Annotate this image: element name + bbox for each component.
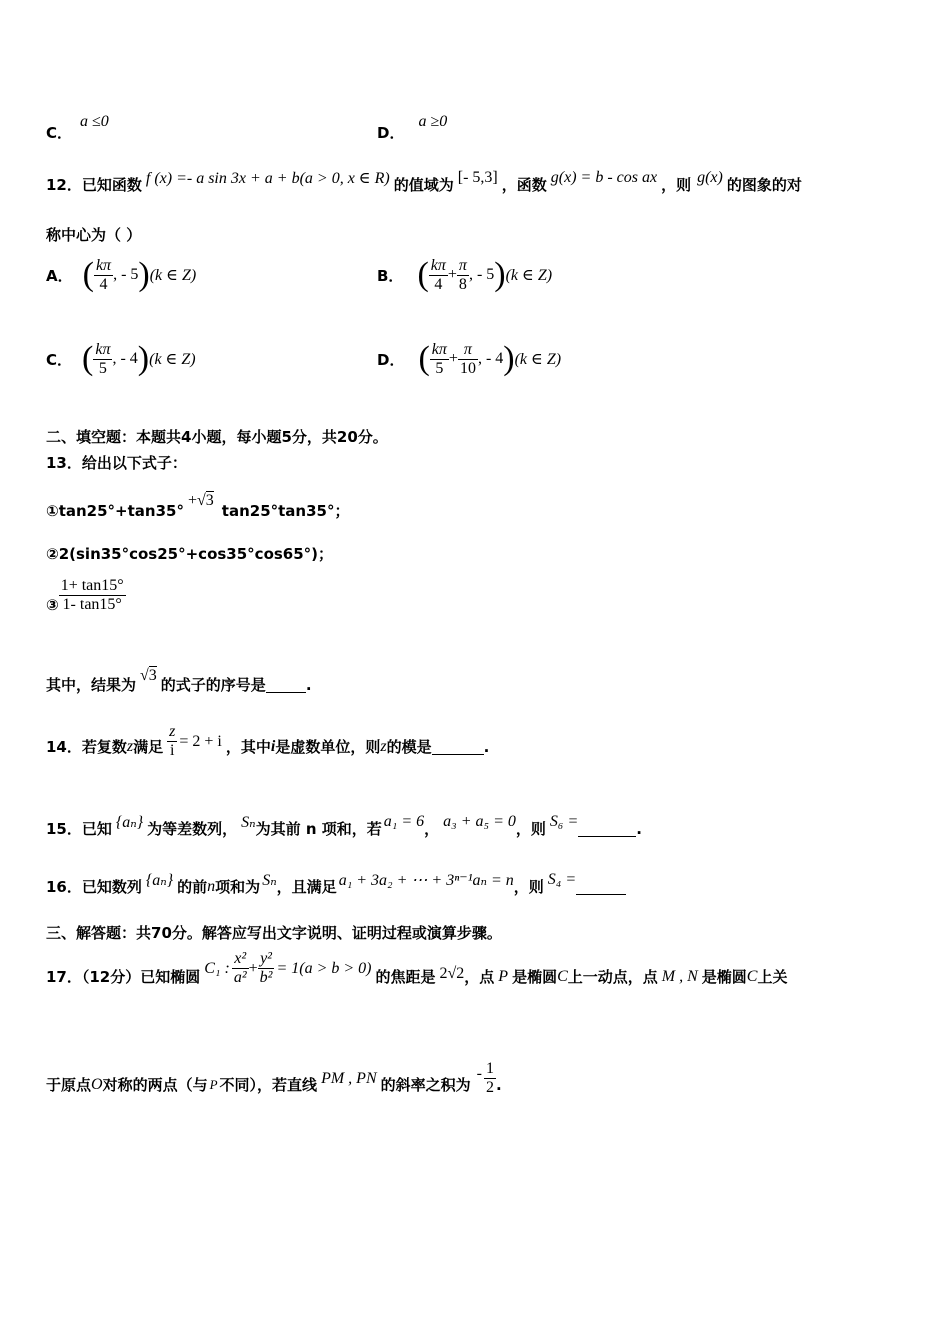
equation: = 2 + i xyxy=(179,732,222,750)
fraction: $\frac{1}{2}$ xyxy=(485,1060,494,1096)
equation: = 1(a > b > 0) xyxy=(276,959,372,977)
text: 的模是 xyxy=(386,738,432,756)
text: 满足 xyxy=(133,738,164,756)
fraction: $\frac{k\pi}{4}$ xyxy=(430,256,446,293)
answer-blank[interactable] xyxy=(576,878,626,895)
sum-s4: S₄ = xyxy=(547,870,577,888)
q13-stem: 13．给出以下式子： xyxy=(46,454,187,472)
text: ③ xyxy=(46,596,59,614)
ellipse-name: C₁ : xyxy=(204,959,230,977)
text: 的斜率之积为 xyxy=(380,1076,471,1094)
text: ，则 xyxy=(661,176,692,194)
option-label: D． xyxy=(377,124,405,142)
text: ，点 xyxy=(464,968,495,986)
question-number: 17．（12分）已知椭圆 xyxy=(46,968,201,986)
option-expr: a ≥0 xyxy=(418,112,448,130)
point-p: P xyxy=(498,967,509,985)
text: . xyxy=(305,675,312,694)
coordinate: , - 4 xyxy=(477,350,504,367)
sequence: {aₙ} xyxy=(145,871,174,889)
text: + xyxy=(248,959,258,977)
q17-stem-line2 xyxy=(46,1060,502,1097)
text: 是虚数单位，则 xyxy=(275,738,381,756)
question-number: 16．已知数列 xyxy=(46,878,142,896)
condition: (k ∈ Z) xyxy=(514,351,562,368)
text: 为等差数列， xyxy=(147,820,238,838)
text: ，则 xyxy=(513,878,544,896)
question-number: 15．已知 xyxy=(46,820,112,838)
fraction: $\frac{z}{i}$ xyxy=(169,723,176,759)
q16-stem xyxy=(46,862,626,897)
text: 其中，结果为 xyxy=(46,676,137,694)
q12-option-a: A． ( $\frac{k\pi}{4}$ , - 5 ) (k ∈ Z) xyxy=(46,256,197,293)
option-label: C． xyxy=(46,350,73,369)
question-number: 12．已知函数 xyxy=(46,176,142,194)
fraction: $\frac{k\pi}{4}$ xyxy=(95,256,112,293)
q13-expr-1 xyxy=(46,486,349,521)
text: . xyxy=(495,1075,502,1094)
text: 的值域为 xyxy=(393,176,454,194)
points-mn: M , N xyxy=(661,967,698,985)
answer-blank[interactable] xyxy=(266,676,306,693)
text: 的式子的序号是 xyxy=(160,676,266,694)
text: . xyxy=(636,819,642,838)
ellipse-c: C xyxy=(746,967,758,985)
equation: a₁ = 6 xyxy=(383,812,425,830)
question-number: 14．若复数 xyxy=(46,738,127,756)
q12-option-d: D． ( $\frac{k\pi}{5}$ + $\frac{\pi}{10}$ , - 4 ) (k ∈ Z) xyxy=(377,340,562,377)
function-f: f (x) =- a sin 3x + a + b(a > 0, x ∈ R) xyxy=(145,169,390,187)
var-i: i xyxy=(270,737,276,755)
ellipse-c: C xyxy=(557,967,568,985)
point-p: P xyxy=(209,1076,218,1092)
fraction: $\frac{\pi}{10}$ xyxy=(459,340,476,377)
q11-option-c xyxy=(46,104,109,143)
fraction: $\frac{\text{x²}}{\text{a²}}$ xyxy=(233,950,247,986)
point-o: O xyxy=(91,1075,103,1093)
sqrt: √3 xyxy=(197,491,214,509)
option-label: B． xyxy=(377,266,404,285)
option-label: D． xyxy=(377,350,405,369)
text: 对称的两点（与 xyxy=(102,1076,208,1094)
q12-option-b: B． ( $\frac{k\pi}{4}$ + $\frac{\pi}{8}$ , - 5 ) (k ∈ Z) xyxy=(377,256,553,293)
text: . xyxy=(483,737,490,756)
q12-stem-line2: 称中心为（ ） xyxy=(46,226,142,244)
fraction: $\frac{\text{y²}}{\text{b²}}$ xyxy=(259,950,273,986)
text: 是椭圆 xyxy=(701,968,747,986)
sequence: {aₙ} xyxy=(115,813,144,831)
sqrt: √3 xyxy=(140,666,157,684)
text: 上一动点，点 xyxy=(567,968,658,986)
focal-length: 2√2 xyxy=(439,964,465,982)
equation: a₁ + 3a₂ + ⋯ + 3ⁿ⁻¹aₙ = n xyxy=(338,871,514,889)
coordinate: , - 5 xyxy=(468,266,495,283)
coordinate: , - 4 xyxy=(112,350,138,367)
fraction: $\frac{\pi}{8}$ xyxy=(458,256,467,293)
function-gx: g(x) xyxy=(697,168,723,186)
text: 于原点 xyxy=(46,1076,92,1094)
var-z: z xyxy=(126,737,134,755)
q11-option-d xyxy=(377,104,447,143)
condition: (k ∈ Z) xyxy=(505,267,553,284)
text: ，且满足 xyxy=(276,878,337,896)
var-z: z xyxy=(380,737,387,755)
condition: (k ∈ Z) xyxy=(149,267,197,284)
text: - xyxy=(476,1064,482,1082)
q13-answer-line xyxy=(46,662,312,695)
q17-stem-line1 xyxy=(46,950,787,987)
fraction: $\frac{k\pi}{5}$ xyxy=(431,340,447,377)
text: + xyxy=(187,491,197,509)
text: 的焦距是 xyxy=(375,968,436,986)
q12-option-c: C． ( $\frac{k\pi}{5}$ , - 4 ) (k ∈ Z) xyxy=(46,340,196,377)
sum-s6: S₆ = xyxy=(549,812,579,830)
text: ， xyxy=(424,820,440,838)
var-n: n xyxy=(207,877,216,895)
option-expr: a ≤0 xyxy=(80,112,109,130)
sum-sn: Sₙ xyxy=(241,813,256,831)
equation: a₃ + a₅ = 0 xyxy=(443,812,516,830)
option-label: A． xyxy=(46,266,73,285)
answer-blank[interactable] xyxy=(578,820,636,837)
fraction: $\frac{1+ \tan 15^\circ}{1- \tan 15^\circ}$ xyxy=(60,576,124,613)
fraction: $\frac{k\pi}{5}$ xyxy=(95,340,111,377)
text: ①tan25°+tan35° xyxy=(46,501,184,520)
text: 不同），若直线 xyxy=(219,1076,318,1094)
q13-expr-2: ②2(sin35°cos25°+cos35°cos65°)； xyxy=(46,545,334,563)
text: 项和为 xyxy=(215,878,261,896)
function-g: g(x) = b - cos ax xyxy=(550,168,658,186)
range: [- 5,3] xyxy=(457,168,498,186)
text: 的图象的对 xyxy=(726,176,802,194)
section-2-title: 二、填空题：本题共4小题，每小题5分，共20分。 xyxy=(46,428,388,446)
q12-stem-line1 xyxy=(46,160,802,195)
lines-pm-pn: PM , PN xyxy=(321,1069,377,1087)
text: tan25°tan35°； xyxy=(221,502,350,520)
text: 为其前 n 项和，若 xyxy=(255,820,382,838)
q14-stem xyxy=(46,723,489,760)
text: 上关 xyxy=(757,968,788,986)
text: ，则 xyxy=(515,820,546,838)
text: 是椭圆 xyxy=(512,968,558,986)
option-label: C． xyxy=(46,124,73,142)
condition: (k ∈ Z) xyxy=(149,351,196,368)
coordinate: , - 5 xyxy=(113,266,139,283)
answer-blank[interactable] xyxy=(432,738,484,755)
section-3-title: 三、解答题：共70分。解答应写出文字说明、证明过程或演算步骤。 xyxy=(46,924,502,942)
text: ，函数 xyxy=(501,176,547,194)
q15-stem xyxy=(46,804,642,839)
text: 的前 xyxy=(177,878,208,896)
q13-expr-3 xyxy=(46,576,126,614)
text: ，其中 xyxy=(225,738,271,756)
sum-sn: Sₙ xyxy=(262,871,277,889)
